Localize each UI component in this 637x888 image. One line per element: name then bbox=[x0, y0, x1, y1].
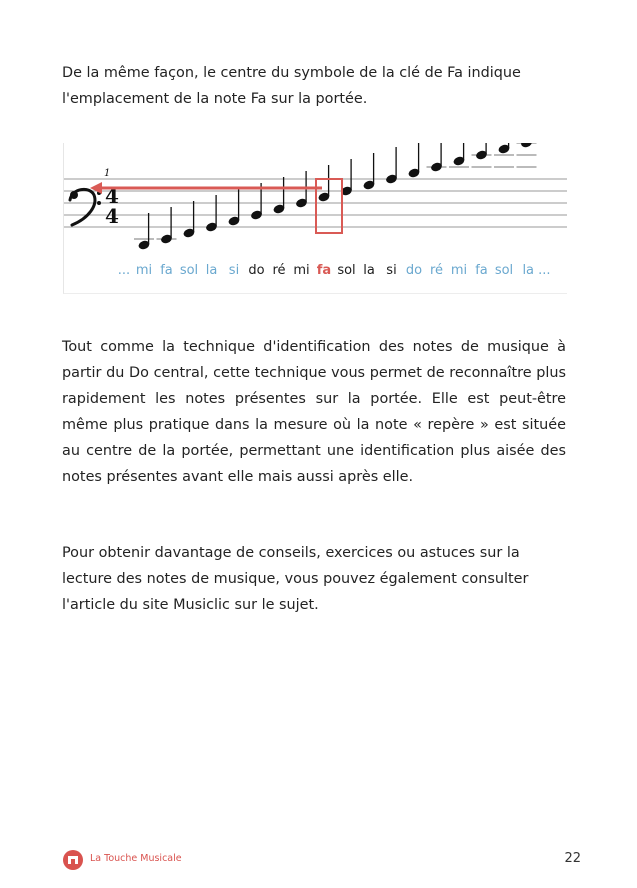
note-name-label: ... bbox=[117, 263, 131, 278]
bass-clef-staff-figure bbox=[63, 143, 567, 294]
note-name-label: mi bbox=[293, 263, 310, 278]
time-signature-top: 4 bbox=[105, 184, 119, 208]
brand-logo-icon bbox=[63, 850, 83, 870]
note-name-label: fa bbox=[475, 263, 488, 278]
note-name-label: mi bbox=[450, 263, 468, 278]
note-name-label: sol bbox=[179, 263, 199, 278]
note-name-label: sol bbox=[337, 263, 356, 278]
technique-paragraph: Tout comme la technique d'identification des notes de musique à partir du Do central, cette technique vous permet de reconnaître plus rapidement les notes présentes sur la portée. Elle est peut-être même plus pratique dans la mesure où la note « repère » est située au centre de la portée, permettant une identification plus aisée des notes présentes avant elle mais aussi après elle. bbox=[62, 339, 566, 485]
notes-layer bbox=[134, 143, 537, 251]
note-name-label: ré bbox=[272, 263, 286, 278]
note-name-label: mi bbox=[135, 263, 153, 278]
note-name-label: ré bbox=[429, 263, 444, 278]
note-names-row bbox=[64, 263, 567, 283]
note-name-label: sol bbox=[494, 263, 514, 278]
note-name-label: do bbox=[248, 263, 265, 278]
note-name-label: la bbox=[205, 263, 218, 278]
footer-brand: La Touche Musicale bbox=[90, 853, 182, 864]
time-signature-bottom: 4 bbox=[105, 204, 119, 228]
measure-number: 1 bbox=[104, 168, 111, 179]
note-name-label: do bbox=[405, 263, 423, 278]
staff-svg bbox=[64, 143, 567, 263]
fa-pointer-arrow bbox=[90, 182, 322, 194]
note-head bbox=[520, 143, 533, 149]
note-name-label: la bbox=[363, 263, 375, 278]
note-name-label: si bbox=[228, 263, 240, 278]
note-name-label: la ... bbox=[522, 263, 551, 278]
advice-paragraph: Pour obtenir davantage de conseils, exercices ou astuces sur la lecture des notes de musique, vous pouvez également consulter l'article du site Musiclic sur le sujet. bbox=[62, 545, 529, 613]
page-number: 22 bbox=[564, 851, 581, 866]
note-name-label: fa bbox=[160, 263, 173, 278]
note-name-label: fa bbox=[316, 263, 332, 278]
note-name-label: si bbox=[386, 263, 397, 278]
bass-clef-icon bbox=[70, 189, 101, 225]
intro-paragraph: De la même façon, le centre du symbole de la clé de Fa indique l'emplacement de la note Fa sur la portée. bbox=[62, 65, 521, 107]
